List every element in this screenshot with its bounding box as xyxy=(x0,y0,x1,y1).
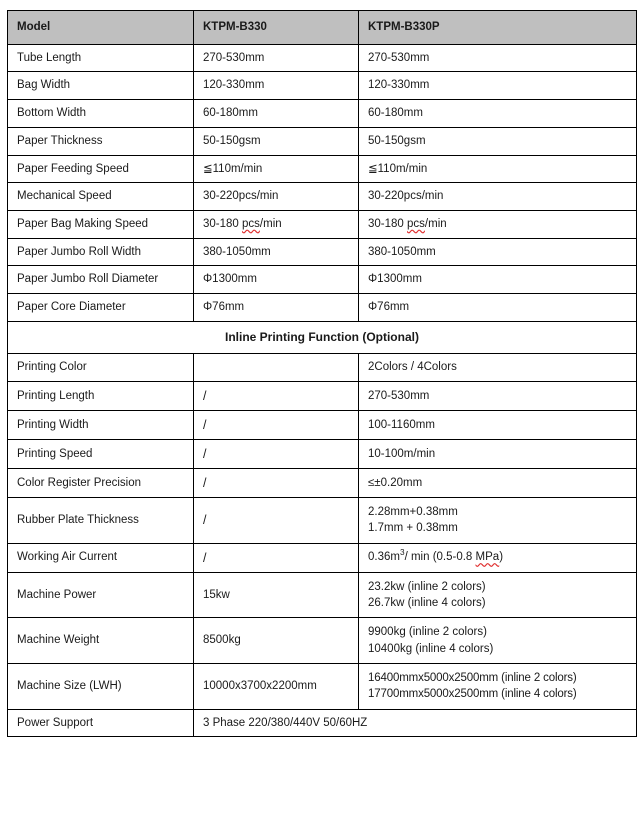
table-row xyxy=(8,663,637,709)
value-line-1: 9900kg (inline 2 colors) xyxy=(368,626,487,639)
row-label: Printing Width xyxy=(8,410,194,439)
row-value-b330p xyxy=(359,497,637,543)
cubic-superscript: 3 xyxy=(399,548,405,558)
spellcheck-word: pcs xyxy=(242,218,260,231)
value-middle: / min (0.5-0.8 xyxy=(404,551,476,564)
row-label: Mechanical Speed xyxy=(8,183,194,211)
row-value-b330: 8500kg xyxy=(194,618,359,664)
spellcheck-word: MPa xyxy=(475,551,500,564)
row-value-b330: 15kw xyxy=(194,572,359,618)
column-header-ktpm-b330: KTPM-B330 xyxy=(194,11,359,45)
table-header xyxy=(8,11,637,45)
row-value-b330p: ≦110m/min xyxy=(359,155,637,183)
table-row xyxy=(8,127,637,155)
table-row xyxy=(8,497,637,543)
row-label: Power Support xyxy=(8,709,194,737)
row-label: Working Air Current xyxy=(8,543,194,572)
table-row xyxy=(8,468,637,497)
row-value-b330p xyxy=(359,663,637,709)
row-value-b330p: 100-1160mm xyxy=(359,410,637,439)
table-row xyxy=(8,381,637,410)
row-value-b330: / xyxy=(194,439,359,468)
row-label: Paper Jumbo Roll Diameter xyxy=(8,266,194,294)
row-value-b330p: Φ76mm xyxy=(359,294,637,322)
row-value-b330 xyxy=(194,211,359,239)
value-line-2: 26.7kw (inline 4 colors) xyxy=(368,596,486,609)
row-label: Paper Core Diameter xyxy=(8,294,194,322)
table-row xyxy=(8,543,637,572)
row-label: Rubber Plate Thickness xyxy=(8,497,194,543)
value-prefix: 30-180 xyxy=(368,218,408,231)
row-value-b330p: 270-530mm xyxy=(359,44,637,72)
value-prefix: 30-180 xyxy=(203,218,243,231)
value-line-2: 10400kg (inline 4 colors) xyxy=(368,642,494,655)
table-row xyxy=(8,72,637,100)
table-body xyxy=(8,44,637,737)
row-label: Bottom Width xyxy=(8,100,194,128)
value-line-2: 1.7mm + 0.38mm xyxy=(368,522,458,535)
row-value-b330: Φ1300mm xyxy=(194,266,359,294)
row-value-b330: 30-220pcs/min xyxy=(194,183,359,211)
row-label: Paper Jumbo Roll Width xyxy=(8,238,194,266)
row-value-merged: 3 Phase 220/380/440V 50/60HZ xyxy=(194,709,637,737)
row-value-b330p: 10-100m/min xyxy=(359,439,637,468)
row-value-b330: 10000x3700x2200mm xyxy=(194,663,359,709)
table-row xyxy=(8,294,637,322)
column-header-ktpm-b330p: KTPM-B330P xyxy=(359,11,637,45)
table-row xyxy=(8,238,637,266)
row-label: Machine Weight xyxy=(8,618,194,664)
row-value-b330p: 2Colors / 4Colors xyxy=(359,354,637,382)
row-value-b330p: 60-180mm xyxy=(359,100,637,128)
spellcheck-word: pcs xyxy=(407,218,425,231)
row-value-b330: / xyxy=(194,381,359,410)
row-value-b330p xyxy=(359,572,637,618)
table-header-row xyxy=(8,11,637,45)
row-label: Paper Bag Making Speed xyxy=(8,211,194,239)
table-row xyxy=(8,410,637,439)
value-line-1: 23.2kw (inline 2 colors) xyxy=(368,580,486,593)
row-value-b330: 60-180mm xyxy=(194,100,359,128)
table-row xyxy=(8,266,637,294)
row-label: Printing Color xyxy=(8,354,194,382)
row-label: Printing Length xyxy=(8,381,194,410)
row-value-b330p: 50-150gsm xyxy=(359,127,637,155)
row-value-b330: / xyxy=(194,468,359,497)
value-prefix: 0.36m xyxy=(368,551,400,564)
row-value-b330: 50-150gsm xyxy=(194,127,359,155)
row-value-b330: / xyxy=(194,410,359,439)
row-value-b330: 380-1050mm xyxy=(194,238,359,266)
row-label: Printing Speed xyxy=(8,439,194,468)
table-row xyxy=(8,709,637,737)
value-line-1: 16400mmx5000x2500mm (inline 2 colors) xyxy=(368,671,577,684)
specification-table xyxy=(7,10,637,737)
table-row xyxy=(8,354,637,382)
table-row xyxy=(8,439,637,468)
section-header-row xyxy=(8,321,637,353)
table-row xyxy=(8,572,637,618)
table-row xyxy=(8,100,637,128)
table-row xyxy=(8,618,637,664)
table-row xyxy=(8,44,637,72)
value-line-2: 17700mmx5000x2500mm (inline 4 colors) xyxy=(368,688,577,701)
row-value-b330p: ≤±0.20mm xyxy=(359,468,637,497)
row-value-b330 xyxy=(194,354,359,382)
row-label: Tube Length xyxy=(8,44,194,72)
value-suffix: ) xyxy=(499,551,504,564)
table-row xyxy=(8,211,637,239)
row-value-b330p: Φ1300mm xyxy=(359,266,637,294)
row-value-b330p: 270-530mm xyxy=(359,381,637,410)
row-value-b330p xyxy=(359,618,637,664)
row-value-b330p xyxy=(359,543,637,572)
row-value-b330p: 30-220pcs/min xyxy=(359,183,637,211)
value-suffix: /min xyxy=(259,218,282,231)
row-label: Bag Width xyxy=(8,72,194,100)
table-row xyxy=(8,155,637,183)
row-value-b330p xyxy=(359,211,637,239)
row-value-b330: 270-530mm xyxy=(194,44,359,72)
row-value-b330p: 380-1050mm xyxy=(359,238,637,266)
table-row xyxy=(8,183,637,211)
value-suffix: /min xyxy=(424,218,447,231)
row-label: Machine Power xyxy=(8,572,194,618)
row-label: Paper Feeding Speed xyxy=(8,155,194,183)
value-line-1: 2.28mm+0.38mm xyxy=(368,505,458,518)
column-header-model: Model xyxy=(8,11,194,45)
row-label: Machine Size (LWH) xyxy=(8,663,194,709)
row-value-b330: / xyxy=(194,543,359,572)
row-value-b330: Φ76mm xyxy=(194,294,359,322)
row-value-b330: ≦110m/min xyxy=(194,155,359,183)
row-value-b330: 120-330mm xyxy=(194,72,359,100)
section-header-inline-printing: Inline Printing Function (Optional) xyxy=(8,321,637,353)
row-value-b330: / xyxy=(194,497,359,543)
row-label: Paper Thickness xyxy=(8,127,194,155)
row-value-b330p: 120-330mm xyxy=(359,72,637,100)
row-label: Color Register Precision xyxy=(8,468,194,497)
